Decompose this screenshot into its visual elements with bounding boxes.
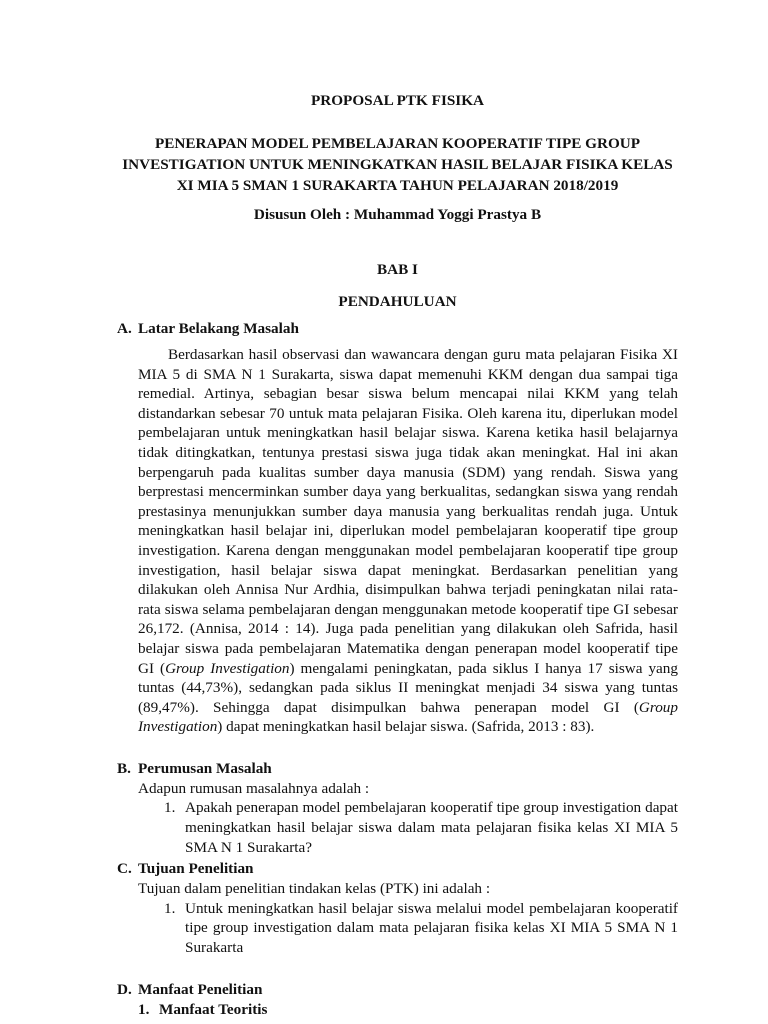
- section-heading-perumusan-masalah: [117, 759, 678, 779]
- chapter-title: PENDAHULUAN: [338, 293, 457, 310]
- paragraph-text: ) mengalami peningkatan, pada siklus I hanya 17 siswa yang tuntas (44,73%), sedangkan pada siklus II meningkat menjadi 34 siswa yang tuntas (89,47%). Sehingga dapat disimpulkan bahwa penerapan model GI (: [138, 659, 678, 716]
- section-letter: A.: [117, 320, 132, 337]
- subsection-number: 1.: [138, 1000, 150, 1018]
- section-heading-latar-belakang: [117, 319, 678, 339]
- research-title: [117, 133, 678, 196]
- section-letter: B.: [117, 759, 131, 777]
- section-letter: C.: [117, 860, 132, 878]
- section-title: Manfaat Penelitian: [138, 980, 263, 998]
- list-number: 1.: [164, 899, 176, 917]
- section-heading-tujuan-penelitian: [117, 859, 678, 879]
- list-text: Untuk meningkatkan hasil belajar siswa melalui model pembelajaran kooperatif tipe group investigation dalam mata pelajaran fisika kelas XI MIA 5 SMA N 1 Surakarta: [185, 899, 678, 957]
- subsection-heading-manfaat-teoritis: [117, 1000, 678, 1020]
- paragraph-text: Berdasarkan hasil observasi dan wawancara dengan guru mata pelajaran Fisika XI MIA 5 di SMA N 1 Surakarta, siswa dapat memenuhi KKM dengan dua sampai tiga remedial. Artinya, sebagian besar siswa belum mencapai nilai KKM yang telah distandarkan sebesar 70 untuk mata pelajaran Fisika. Oleh karena itu, diperlukan model pembelajaran untuk meningkatkan hasil belajar siswa. Karena ketika hasil belajarnya tidak ditingkatkan, tentunya prestasi siswa juga tidak akan meningkat. Hal ini akan berpengaruh pada kualitas sumber daya manusia (SDM) yang rendah. Siswa yang berprestasi mencerminkan sumber daya yang berkualitas, sedangkan siswa yang rendah prestasinya menunjukkan sumber daya manusia yang berkualitas rendah juga. Untuk meningkatkan hasil belajar ini, diperlukan model pembelajaran kooperatif tipe group investigation. Karena dengan menggunakan model pembelajaran kooperatif tipe group investigation, hasil belajar siswa dapat meningkat. Berdasarkan penelitian yang dilakukan oleh Annisa Nur Ardhia, disimpulkan bahwa terjadi peningkatan nilai rata-rata siswa selama pembelajaran dengan menggunakan metode kooperatif tipe GI sebesar 26,172. (Annisa, 2014 : 14). Juga pada penelitian yang dilakukan oleh Safrida, hasil belajar siswa pada pembelajaran Matematika dengan penerapan model kooperatif tipe GI (: [138, 346, 678, 677]
- section-intro: Tujuan dalam penelitian tindakan kelas (PTK) ini adalah :: [138, 880, 491, 898]
- author-line: Disusun Oleh : Muhammad Yoggi Prastya B: [253, 206, 542, 223]
- paragraph-text: ) dapat meningkatkan hasil belajar siswa. (Safrida, 2013 : 83).: [217, 718, 595, 736]
- section-intro: Adapun rumusan masalahnya adalah :: [138, 779, 370, 797]
- research-title-line: INVESTIGATION UNTUK MENINGKATKAN HASIL BELAJAR FISIKA KELAS: [122, 156, 673, 173]
- background-paragraph: [117, 345, 678, 737]
- italic-term: Group Investigation: [165, 659, 290, 677]
- research-title-line: XI MIA 5 SMAN 1 SURAKARTA TAHUN PELAJARAN 2018/2019: [176, 177, 619, 194]
- subsection-title: Manfaat Teoritis: [159, 1000, 268, 1018]
- section-title: Tujuan Penelitian: [138, 860, 254, 878]
- research-title-line: PENERAPAN MODEL PEMBELAJARAN KOOPERATIF TIPE GROUP: [154, 135, 641, 152]
- section-heading-manfaat-penelitian: [117, 980, 678, 1000]
- list-item: [117, 798, 678, 857]
- section-letter: D.: [117, 980, 132, 998]
- chapter-number: BAB I: [377, 261, 418, 278]
- list-item: [117, 899, 678, 958]
- list-number: 1.: [164, 799, 176, 817]
- list-text: Apakah penerapan model pembelajaran kooperatif tipe group investigation dapat meningkatkan hasil belajar siswa dalam mata pelajaran fisika kelas XI MIA 5 SMA N 1 Surakarta?: [185, 799, 678, 856]
- section-title: Latar Belakang Masalah: [138, 320, 299, 337]
- italic-term: Group Investigation: [138, 698, 678, 736]
- document-title: PROPOSAL PTK FISIKA: [311, 92, 484, 109]
- section-title: Perumusan Masalah: [138, 759, 272, 777]
